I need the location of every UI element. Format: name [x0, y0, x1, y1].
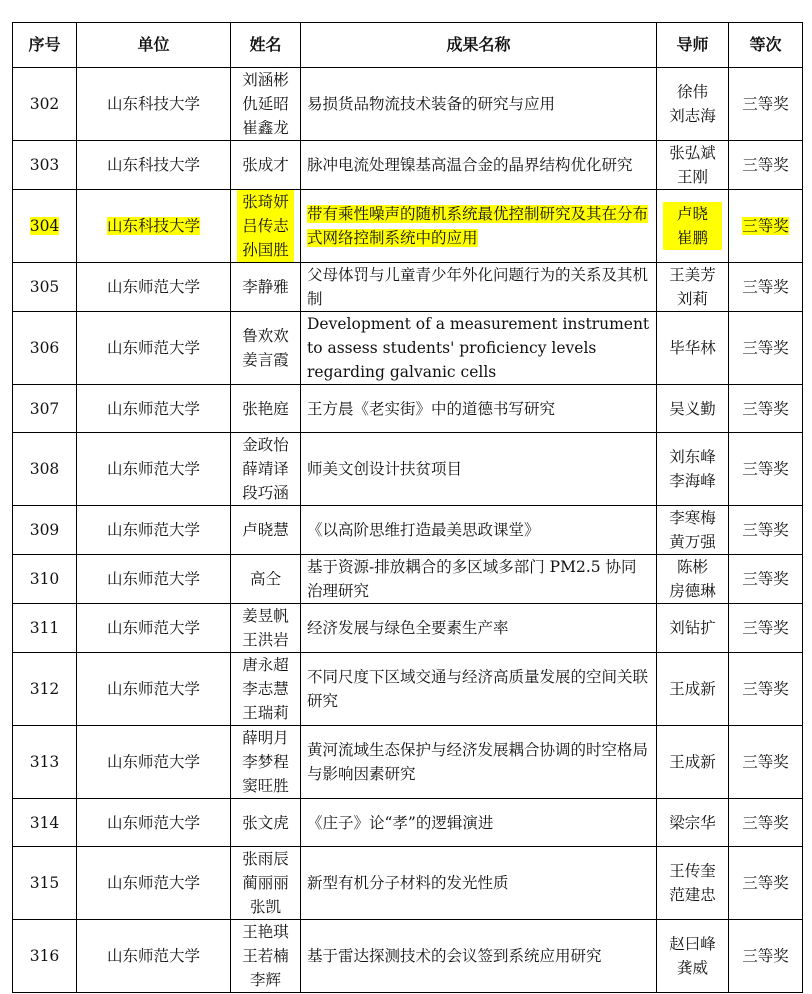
grade-cell	[729, 433, 803, 506]
unit-cell-text: 山东科技大学	[106, 95, 200, 113]
serial-cell	[13, 653, 77, 726]
title-cell	[301, 385, 657, 433]
title-cell-text: 《以高阶思维打造最美思政课堂》	[307, 521, 540, 539]
name-cell	[231, 385, 301, 433]
advisor-cell	[657, 190, 729, 263]
table-row	[13, 506, 803, 555]
serial-cell-text: 310	[29, 570, 60, 588]
unit-cell	[77, 506, 231, 555]
advisor-cell	[657, 68, 729, 141]
grade-cell	[729, 263, 803, 312]
advisor-name: 刘东峰	[669, 448, 716, 466]
grade-cell-text: 三等奖	[742, 156, 789, 174]
unit-cell	[77, 385, 231, 433]
title-cell	[301, 555, 657, 604]
student-name: 张文虎	[242, 813, 289, 832]
grade-cell-text: 三等奖	[742, 460, 789, 478]
advisor-name: 刘莉	[676, 290, 708, 308]
student-name: 鲁欢欢	[242, 327, 289, 345]
student-name: 王若楠	[242, 947, 289, 965]
unit-cell	[77, 920, 231, 993]
grade-cell-text: 三等奖	[742, 680, 789, 698]
student-name: 李梦程	[242, 753, 289, 771]
serial-cell	[13, 263, 77, 312]
student-name: 姜昱帆	[242, 607, 289, 625]
grade-cell	[729, 726, 803, 799]
advisor-name: 陈彬	[676, 558, 708, 576]
advisor-name: 刘志海	[669, 107, 716, 125]
unit-cell-text: 山东师范大学	[106, 680, 200, 698]
serial-cell	[13, 312, 77, 385]
advisor-name: 王成新	[669, 753, 716, 771]
unit-cell-text: 山东师范大学	[106, 753, 200, 771]
student-name: 张成才	[242, 156, 289, 174]
student-name: 仇延昭	[242, 95, 289, 113]
table-row	[13, 141, 803, 190]
advisor-name: 范建忠	[669, 886, 716, 904]
unit-cell	[77, 312, 231, 385]
header-unit: 单位	[77, 23, 231, 68]
table-row	[13, 653, 803, 726]
name-cell	[231, 141, 301, 190]
grade-cell	[729, 799, 803, 847]
student-name: 孙国胜	[237, 238, 294, 262]
title-cell-text: 基于雷达探测技术的会议签到系统应用研究	[307, 947, 602, 965]
student-name: 卢晓慧	[242, 521, 289, 539]
grade-cell	[729, 847, 803, 920]
table-row	[13, 433, 803, 506]
name-cell	[231, 653, 301, 726]
table-row	[13, 385, 803, 433]
name-cell	[231, 263, 301, 312]
serial-cell	[13, 726, 77, 799]
table-row	[13, 799, 803, 847]
unit-cell-text: 山东师范大学	[106, 399, 200, 418]
unit-cell	[77, 433, 231, 506]
grade-cell-text: 三等奖	[742, 619, 789, 637]
grade-cell	[729, 68, 803, 141]
table-row	[13, 920, 803, 993]
title-cell	[301, 799, 657, 847]
name-cell	[231, 190, 301, 263]
header-serial: 序号	[13, 23, 77, 68]
serial-cell-text: 306	[29, 339, 60, 357]
unit-cell-text: 山东科技大学	[106, 217, 200, 235]
advisor-name: 王美芳	[669, 266, 716, 284]
serial-cell	[13, 433, 77, 506]
unit-cell-text: 山东师范大学	[106, 570, 200, 588]
serial-cell-text: 312	[29, 680, 60, 698]
name-cell	[231, 555, 301, 604]
serial-cell-text: 309	[29, 521, 60, 539]
grade-cell	[729, 385, 803, 433]
advisor-name: 张弘斌	[669, 144, 716, 162]
student-name: 窦旺胜	[242, 777, 289, 795]
student-name: 唐永超	[242, 656, 289, 674]
student-name: 张凯	[249, 898, 281, 916]
unit-cell	[77, 68, 231, 141]
unit-cell-text: 山东师范大学	[106, 619, 200, 637]
student-name: 段巧涵	[242, 484, 289, 502]
grade-cell-text: 三等奖	[742, 813, 789, 832]
student-name: 薛明月	[242, 729, 289, 747]
grade-cell-text: 三等奖	[742, 947, 789, 965]
grade-cell	[729, 555, 803, 604]
serial-cell-text: 315	[29, 874, 60, 892]
grade-cell-text: 三等奖	[742, 874, 789, 892]
advisor-name: 崔鹏	[663, 226, 722, 250]
unit-cell-text: 山东科技大学	[106, 156, 200, 174]
serial-cell-text: 314	[29, 813, 60, 832]
unit-cell-text: 山东师范大学	[106, 947, 200, 965]
grade-cell-text: 三等奖	[742, 278, 789, 296]
student-name: 崔鑫龙	[242, 119, 289, 137]
unit-cell	[77, 847, 231, 920]
table-row	[13, 312, 803, 385]
title-cell	[301, 920, 657, 993]
unit-cell-text: 山东师范大学	[106, 813, 200, 832]
title-cell	[301, 653, 657, 726]
table-row	[13, 604, 803, 653]
serial-cell-text: 311	[29, 619, 60, 637]
student-name: 张琦妍	[237, 190, 294, 214]
table-row	[13, 847, 803, 920]
serial-cell	[13, 920, 77, 993]
header-row	[13, 23, 803, 68]
unit-cell	[77, 555, 231, 604]
advisor-cell	[657, 433, 729, 506]
advisor-cell	[657, 847, 729, 920]
title-cell	[301, 68, 657, 141]
table-row	[13, 555, 803, 604]
name-cell	[231, 847, 301, 920]
advisor-cell	[657, 555, 729, 604]
header-advisor: 导师	[657, 23, 729, 68]
name-cell	[231, 433, 301, 506]
grade-cell	[729, 506, 803, 555]
serial-cell	[13, 604, 77, 653]
advisor-name: 吴义勤	[669, 399, 716, 418]
grade-cell-text: 三等奖	[742, 753, 789, 771]
advisor-name: 房德琳	[669, 582, 716, 600]
title-cell	[301, 433, 657, 506]
table-row	[13, 263, 803, 312]
advisor-name: 毕华林	[669, 339, 716, 357]
advisor-name: 黄万强	[669, 533, 716, 551]
unit-cell	[77, 653, 231, 726]
grade-cell-text: 三等奖	[742, 217, 789, 235]
unit-cell	[77, 604, 231, 653]
header-grade: 等次	[729, 23, 803, 68]
title-cell-text: 易损货品物流技术装备的研究与应用	[307, 95, 556, 113]
grade-cell-text: 三等奖	[742, 339, 789, 357]
title-cell-text: 脉冲电流处理镍基高温合金的晶界结构优化研究	[307, 156, 633, 174]
grade-cell-text: 三等奖	[742, 399, 789, 418]
grade-cell	[729, 920, 803, 993]
advisor-cell	[657, 506, 729, 555]
name-cell	[231, 68, 301, 141]
title-cell-text: 基于资源-排放耦合的多区域多部门 PM2.5 协同治理研究	[307, 558, 637, 600]
grade-cell	[729, 190, 803, 263]
student-name: 李静雅	[242, 278, 289, 296]
title-cell	[301, 141, 657, 190]
advisor-cell	[657, 726, 729, 799]
title-cell-text: 黄河流域生态保护与经济发展耦合协调的时空格局与影响因素研究	[307, 741, 649, 783]
advisor-name: 龚威	[676, 959, 708, 977]
title-cell	[301, 604, 657, 653]
serial-cell	[13, 506, 77, 555]
title-cell-text: 王方晨《老实街》中的道德书写研究	[307, 399, 556, 418]
table-row	[13, 190, 803, 263]
name-cell	[231, 799, 301, 847]
title-cell-text: 经济发展与绿色全要素生产率	[307, 619, 509, 637]
advisor-name: 梁宗华	[669, 813, 716, 832]
name-cell	[231, 312, 301, 385]
serial-cell-text: 303	[29, 156, 60, 174]
grade-cell	[729, 312, 803, 385]
grade-cell-text: 三等奖	[742, 95, 789, 113]
name-cell	[231, 726, 301, 799]
advisor-cell	[657, 263, 729, 312]
title-cell-text: 师美文创设计扶贫项目	[307, 460, 463, 478]
unit-cell	[77, 799, 231, 847]
student-name: 吕传志	[237, 214, 294, 238]
advisor-name: 王成新	[669, 680, 716, 698]
advisor-name: 王刚	[676, 168, 708, 186]
unit-cell	[77, 726, 231, 799]
title-cell-text: 新型有机分子材料的发光性质	[307, 874, 509, 892]
advisor-name: 刘钻扩	[669, 619, 716, 637]
student-name: 李志慧	[242, 680, 289, 698]
serial-cell	[13, 555, 77, 604]
advisor-name: 李海峰	[669, 472, 716, 490]
title-cell-text: 父母体罚与儿童青少年外化问题行为的关系及其机制	[307, 266, 649, 308]
unit-cell-text: 山东师范大学	[106, 460, 200, 478]
table-row	[13, 726, 803, 799]
unit-cell	[77, 190, 231, 263]
title-cell-text: 带有乘性噪声的随机系统最优控制研究及其在分布式网络控制系统中的应用	[307, 205, 649, 247]
advisor-cell	[657, 653, 729, 726]
serial-cell	[13, 190, 77, 263]
student-name: 姜言霞	[242, 351, 289, 369]
advisor-name: 徐伟	[676, 83, 708, 101]
grade-cell	[729, 141, 803, 190]
student-name: 张雨辰	[242, 850, 289, 868]
header-name: 姓名	[231, 23, 301, 68]
student-name: 张艳庭	[242, 399, 289, 418]
advisor-name: 李寒梅	[669, 509, 716, 527]
unit-cell-text: 山东师范大学	[106, 339, 200, 357]
title-cell	[301, 312, 657, 385]
student-name: 王瑞莉	[242, 704, 289, 722]
serial-cell	[13, 847, 77, 920]
title-cell-text: 《庄子》论“孝”的逻辑演进	[307, 813, 494, 832]
serial-cell-text: 307	[29, 399, 60, 418]
serial-cell-text: 305	[29, 278, 60, 296]
student-name: 李辉	[249, 971, 281, 989]
student-name: 高仝	[249, 570, 281, 588]
advisor-cell	[657, 604, 729, 653]
advisor-cell	[657, 312, 729, 385]
student-name: 金政怡	[242, 436, 289, 454]
advisor-cell	[657, 920, 729, 993]
student-name: 王艳琪	[242, 923, 289, 941]
serial-cell	[13, 799, 77, 847]
title-cell-text: 不同尺度下区域交通与经济高质量发展的空间关联研究	[307, 668, 649, 710]
advisor-name: 赵曰峰	[669, 935, 716, 953]
name-cell	[231, 506, 301, 555]
name-cell	[231, 604, 301, 653]
name-cell	[231, 920, 301, 993]
unit-cell	[77, 141, 231, 190]
student-name: 刘涵彬	[242, 71, 289, 89]
advisor-name: 王传奎	[669, 862, 716, 880]
grade-cell-text: 三等奖	[742, 570, 789, 588]
advisor-cell	[657, 141, 729, 190]
unit-cell	[77, 263, 231, 312]
advisor-cell	[657, 799, 729, 847]
serial-cell-text: 316	[29, 947, 60, 965]
title-cell	[301, 190, 657, 263]
serial-cell-text: 302	[29, 95, 60, 113]
serial-cell	[13, 385, 77, 433]
table-row	[13, 68, 803, 141]
student-name: 蔺丽丽	[242, 874, 289, 892]
unit-cell-text: 山东师范大学	[106, 874, 200, 892]
title-cell	[301, 847, 657, 920]
title-cell	[301, 263, 657, 312]
serial-cell-text: 313	[29, 753, 60, 771]
advisor-name: 卢晓	[663, 202, 722, 226]
student-name: 王洪岩	[242, 631, 289, 649]
title-cell-text: Development of a measurement instrument to assess students' proficiency levels regarding galvanic cells	[307, 315, 650, 381]
advisor-cell	[657, 385, 729, 433]
student-name: 薛靖译	[242, 460, 289, 478]
serial-cell-text: 308	[29, 460, 60, 478]
serial-cell-text: 304	[29, 217, 60, 235]
title-cell	[301, 506, 657, 555]
award-table	[12, 22, 803, 993]
serial-cell	[13, 68, 77, 141]
grade-cell-text: 三等奖	[742, 521, 789, 539]
title-cell	[301, 726, 657, 799]
unit-cell-text: 山东师范大学	[106, 278, 200, 296]
serial-cell	[13, 141, 77, 190]
header-title: 成果名称	[301, 23, 657, 68]
grade-cell	[729, 604, 803, 653]
table-body	[13, 68, 803, 993]
unit-cell-text: 山东师范大学	[106, 521, 200, 539]
grade-cell	[729, 653, 803, 726]
